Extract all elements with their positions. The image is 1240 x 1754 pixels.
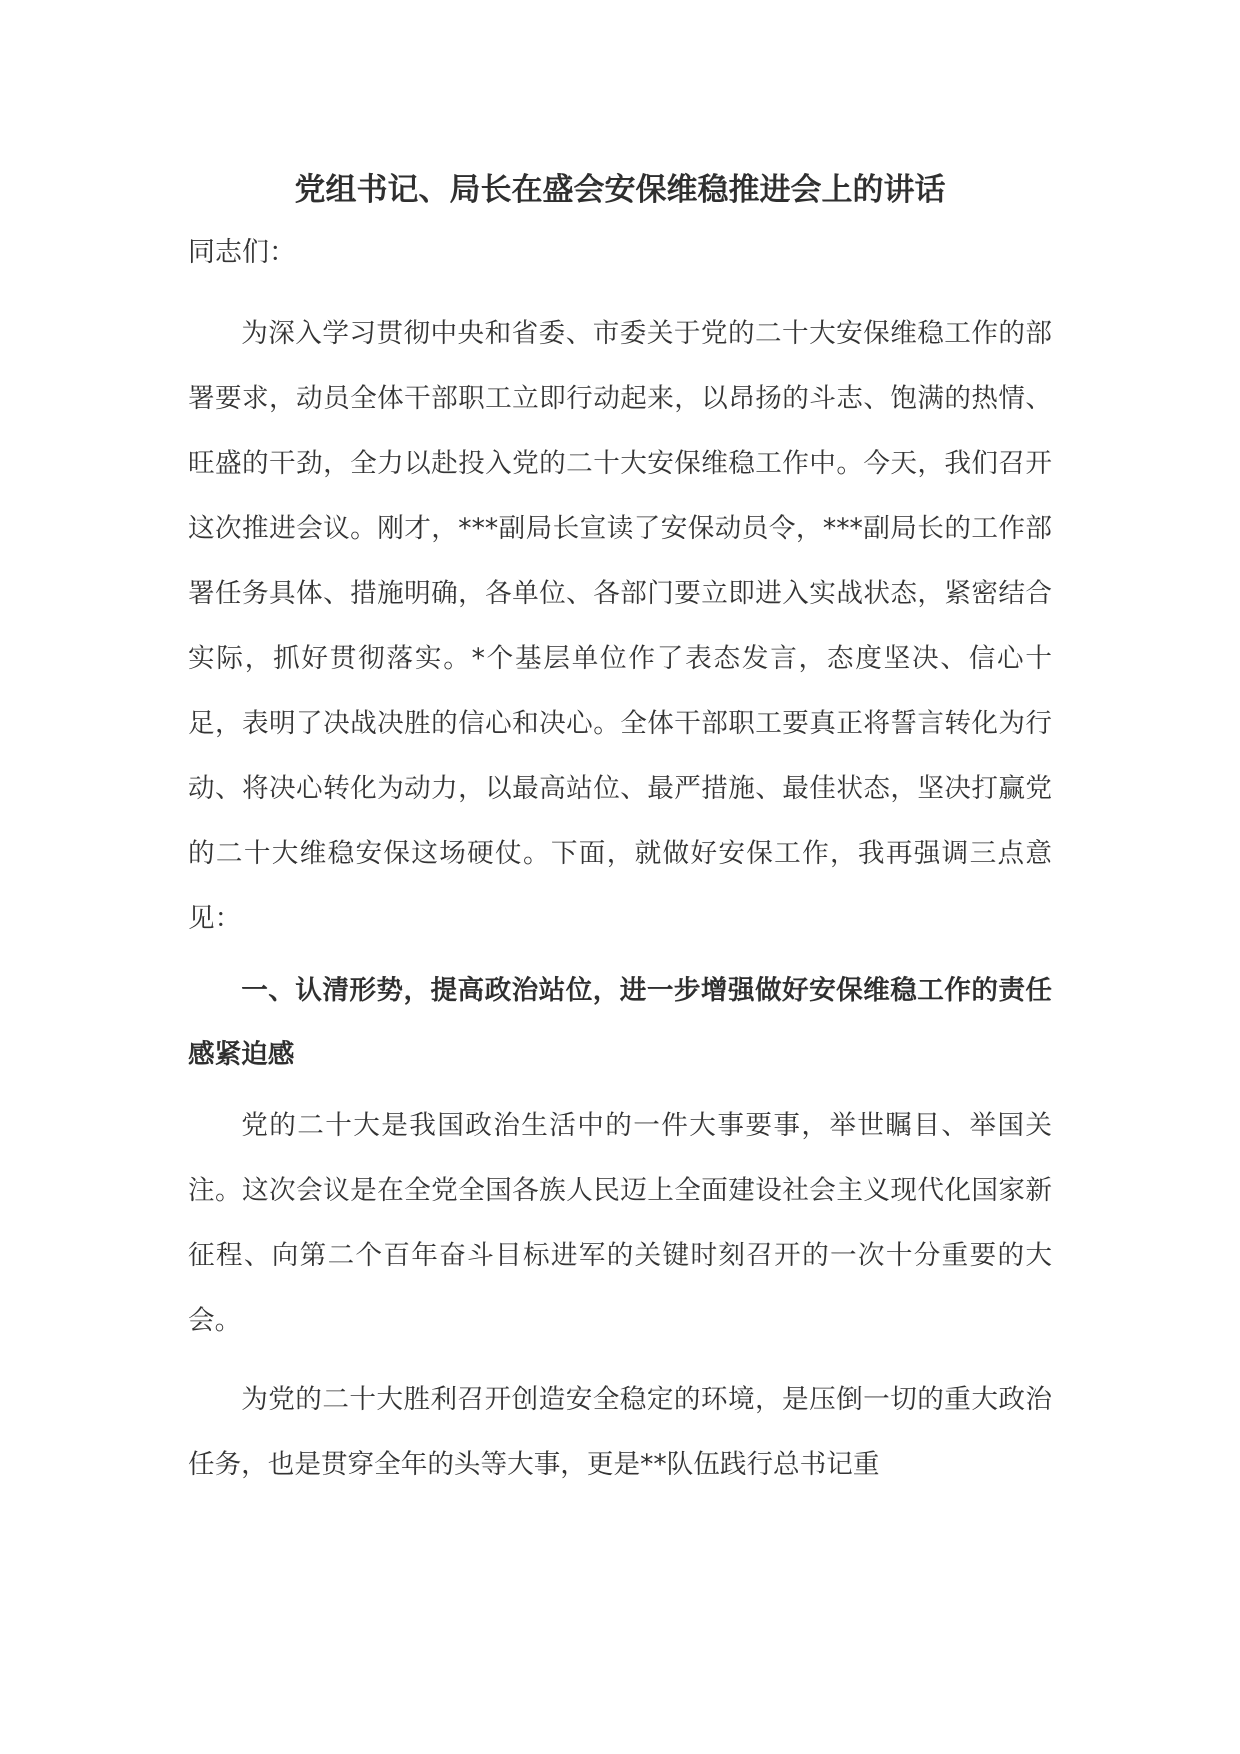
document-title: 党组书记、局长在盛会安保维稳推进会上的讲话 xyxy=(294,172,946,208)
section-heading-1: 一、认清形势，提高政治站位，进一步增强做好安保维稳工作的责任感紧迫感 xyxy=(188,975,1052,1070)
document-body xyxy=(188,170,1052,1497)
section1-paragraph-1: 党的二十大是我国政治生活中的一件大事要事，举世瞩目、举国关注。这次会议是在全党全国各族人民迈上全面建设社会主义现代化国家新征程、向第二个百年奋斗目标进军的关键时刻召开的一次十分重要的大会。 xyxy=(188,1110,1052,1336)
intro-paragraph: 为深入学习贯彻中央和省委、市委关于党的二十大安保维稳工作的部署要求，动员全体干部职工立即行动起来，以昂扬的斗志、饱满的热情、旺盛的干劲，全力以赴投入党的二十大安保维稳工作中。今天，我们召开这次推进会议。刚才，***副局长宣读了安保动员令，***副局长的工作部署任务具体、措施明确，各单位、各部门要立即进入实战状态，紧密结合实际，抓好贯彻落实。*个基层单位作了表态发言，态度坚决、信心十足，表明了决战决胜的信心和决心。全体干部职工要真正将誓言转化为行动、将决心转化为动力，以最高站位、最严措施、最佳状态，坚决打赢党的二十大维稳安保这场硬仗。下面，就做好安保工作，我再强调三点意见： xyxy=(188,318,1052,934)
salutation: 同志们： xyxy=(188,237,296,268)
section1-paragraph-2: 为党的二十大胜利召开创造安全稳定的环境，是压倒一切的重大政治任务，也是贯穿全年的头等大事，更是**队伍践行总书记重 xyxy=(188,1384,1052,1480)
